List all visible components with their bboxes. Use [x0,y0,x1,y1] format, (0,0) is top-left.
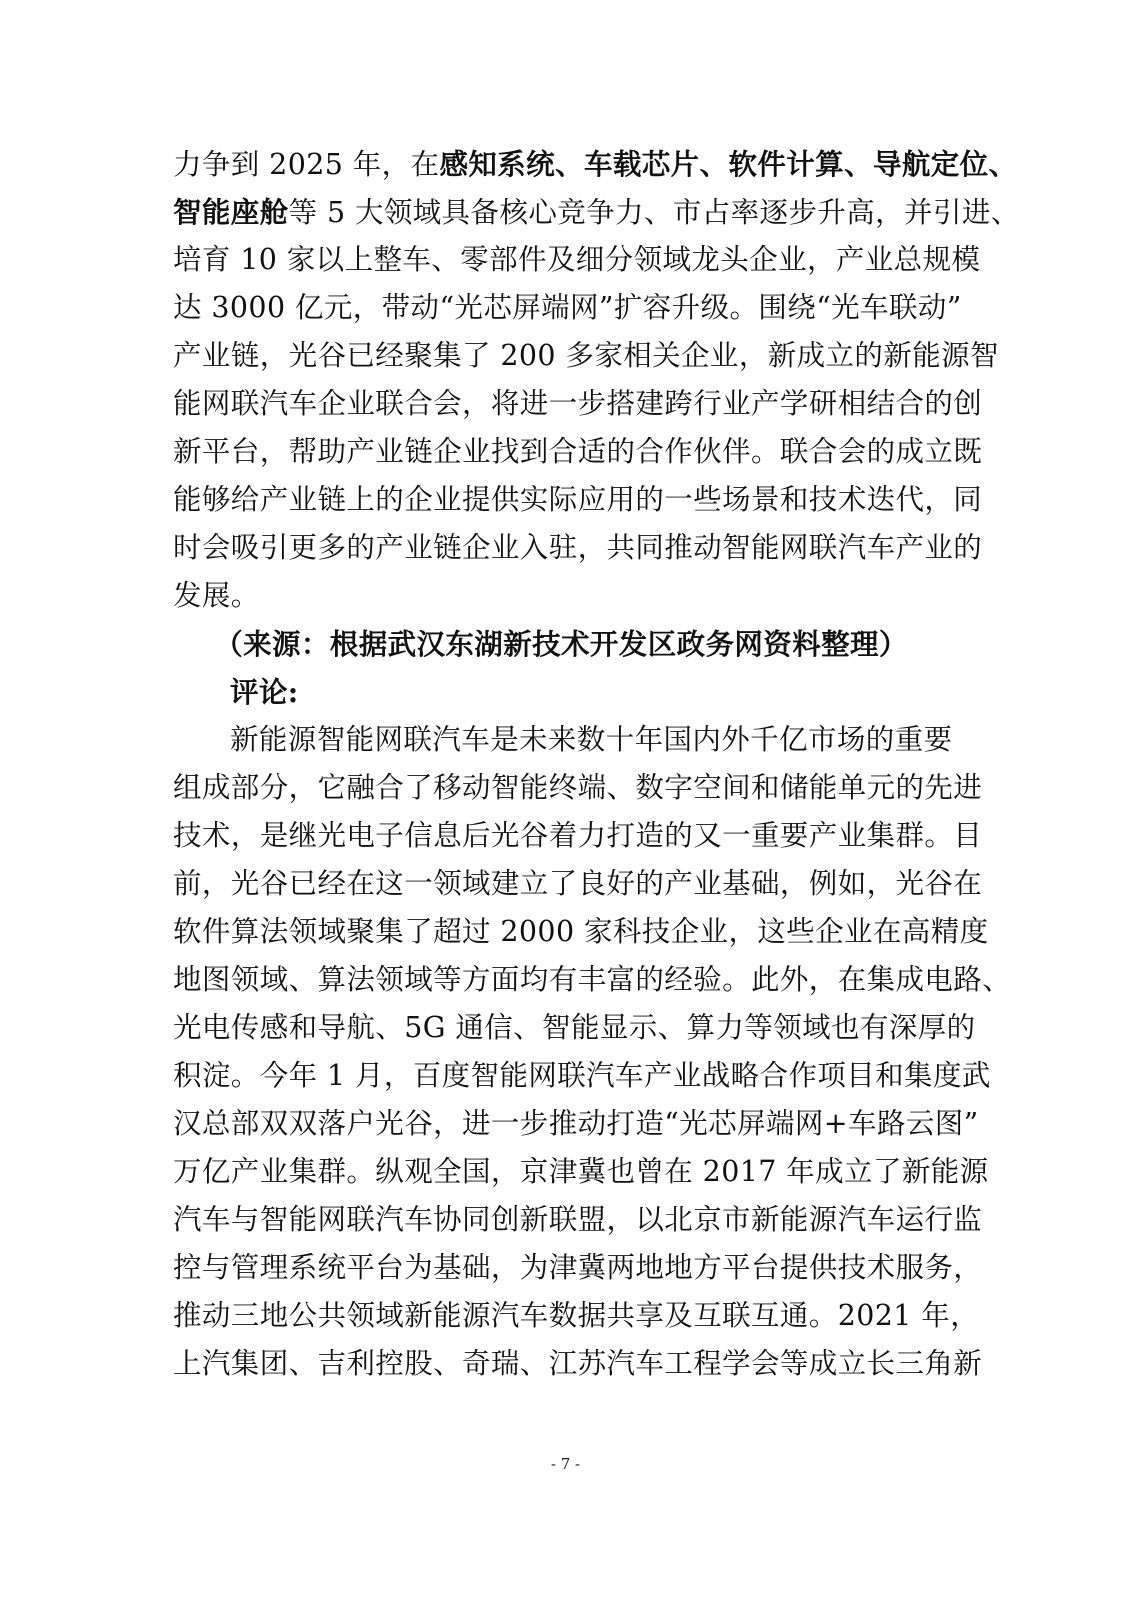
paragraph1-line-2 [173,188,1020,236]
paragraph1-line-7: 新平台，帮助产业链企业找到合适的合作伙伴。联合会的成立既 [173,435,983,468]
paragraph2-line-14: 上汽集团、吉利控股、奇瑞、江苏汽车工程学会等成立长三角新 [173,1347,983,1380]
paragraph2-line-9: 汉总部双双落户光谷，进一步推动打造“光芯屏端网+车路云图” [173,1107,979,1140]
paragraph2-line-8: 积淀。今年 1 月，百度智能网联汽车产业战略合作项目和集度武 [173,1059,991,1092]
paragraph1-line-5: 产业链，光谷已经聚集了 200 多家相关企业，新成立的新能源智 [173,339,999,372]
paragraph2-line-3: 技术，是继光电子信息后光谷着力打造的又一重要产业集群。目 [173,819,983,852]
comment-heading: 评论: [230,675,299,709]
paragraph1-line-10: 发展。 [173,579,260,612]
paragraph1-line-1 [173,140,1018,188]
paragraph2-line-5: 软件算法领域聚集了超过 2000 家科技企业，这些企业在高精度 [173,915,989,948]
paragraph2-line-6: 地图领域、算法领域等方面均有丰富的经验。此外，在集成电路、 [173,963,1012,996]
paragraph2-line-2: 组成部分，它融合了移动智能终端、数字空间和储能单元的先进 [173,771,983,804]
paragraph1-line-3: 培育 10 家以上整车、零部件及细分领域龙头企业，产业总规模 [173,243,981,276]
paragraph2-line-10: 万亿产业集群。纵观全国，京津冀也曾在 2017 年成立了新能源 [173,1155,989,1188]
paragraph1-line-6: 能网联汽车企业联合会，将进一步搭建跨行业产学研相结合的创 [173,387,983,420]
body-text [173,140,1020,1388]
page-number: - 7 - [550,1455,581,1473]
paragraph1-line-9: 时会吸引更多的产业链企业入驻，共同推动智能网联汽车产业的 [173,531,983,564]
bold-run: 智能座舱 [173,195,289,229]
paragraph2-line-11: 汽车与智能网联汽车协同创新联盟，以北京市新能源汽车运行监 [173,1203,983,1236]
paragraph1-line-4: 达 3000 亿元，带动“光芯屏端网”扩容升级。围绕“光车联动” [173,291,962,324]
paragraph2-line-7: 光电传感和导航、5G 通信、智能显示、算力等领域也有深厚的 [173,1011,976,1044]
paragraph2-line-4: 前，光谷已经在这一领域建立了良好的产业基础，例如，光谷在 [173,867,983,900]
paragraph2-line-12: 控与管理系统平台为基础，为津冀两地地方平台提供技术服务， [173,1251,983,1284]
paragraph1-line-8: 能够给产业链上的企业提供实际应用的一些场景和技术迭代，同 [173,483,983,516]
paragraph2-line-13: 推动三地公共领域新能源汽车数据共享及互联互通。2021 年， [173,1299,980,1332]
text-run: 力争到 2025 年，在 [173,148,440,181]
bold-run: 感知系统、车载芯片、软件计算、导航定位、 [439,147,1018,181]
text-run: 等 5 大领域具备核心竞争力、市占率逐步升高，并引进、 [288,196,1020,229]
paragraph2-line-1: 新能源智能网联汽车是未来数十年国内外千亿市场的重要 [230,723,953,756]
source-citation: （来源：根据武汉东湖新技术开发区政务网资料整理） [214,627,908,661]
